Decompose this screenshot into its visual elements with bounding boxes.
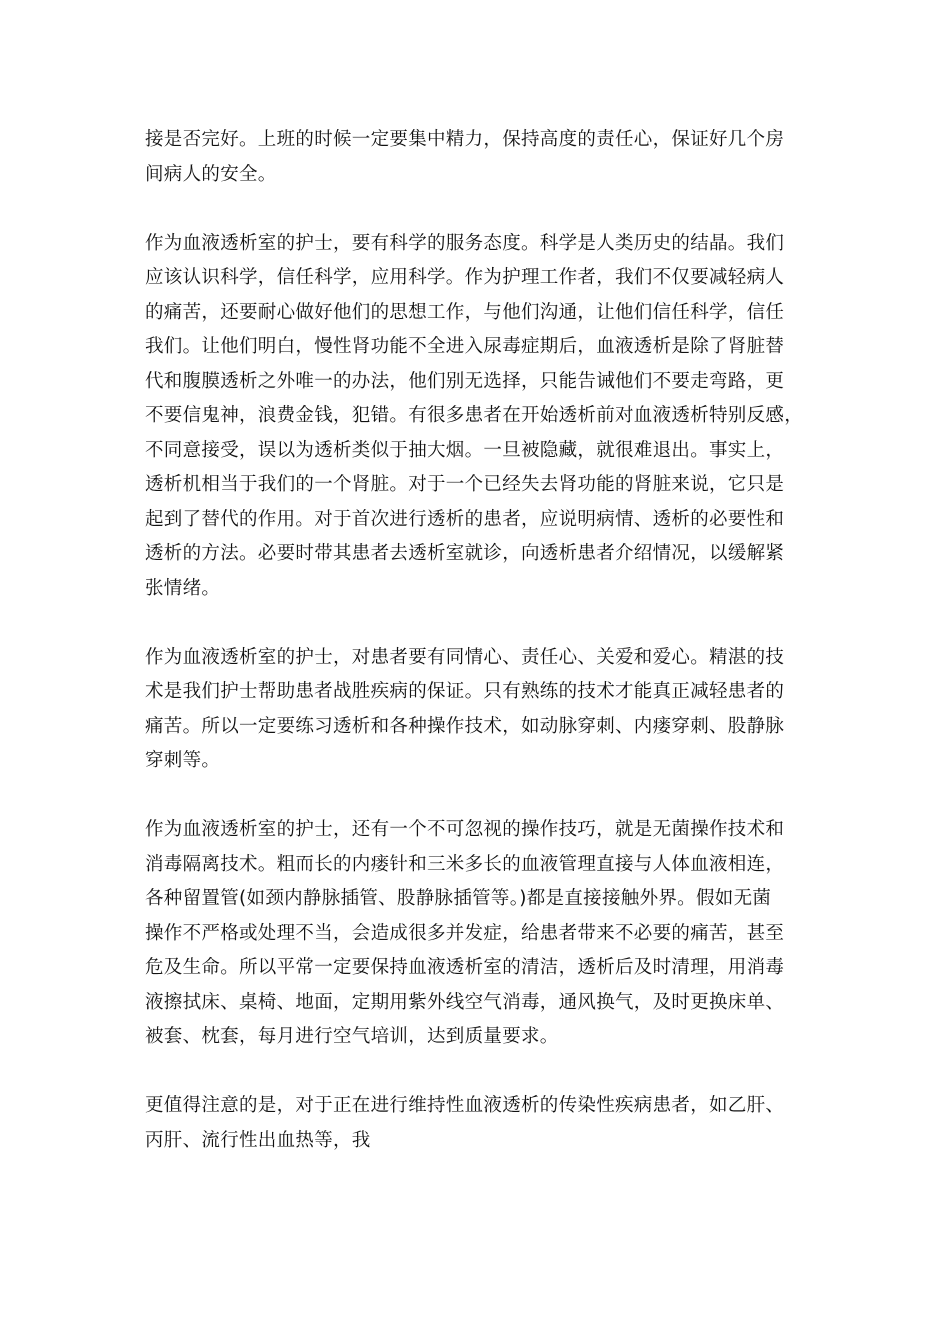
text-line: 丙肝、流行性出血热等，我 xyxy=(145,1129,371,1151)
text-line: 不同意接受，误以为透析类似于抽大烟。一旦被隐藏，就很难退出。事实上， xyxy=(145,439,785,461)
text-line: 消毒隔离技术。粗而长的内瘘针和三米多长的血液管理直接与人体血液相连， xyxy=(145,853,785,875)
text-line: 痛苦。所以一定要练习透析和各种操作技术，如动脉穿刺、内瘘穿刺、股静脉 xyxy=(145,715,785,737)
text-line: 起到了替代的作用。对于首次进行透析的患者，应说明病情、透析的必要性和 xyxy=(145,508,785,530)
text-line: 的痛苦，还要耐心做好他们的思想工作，与他们沟通，让他们信任科学，信任 xyxy=(145,301,785,323)
text-line: 透析的方法。必要时带其患者去透析室就诊，向透析患者介绍情况，以缓解紧 xyxy=(145,543,785,564)
text-line: 更值得注意的是，对于正在进行维持性血液透析的传染性疾病患者，如乙肝、 xyxy=(145,1095,785,1116)
paragraph xyxy=(145,641,813,779)
text-line: 各种留置管(如颈内静脉插管、股静脉插管等。)都是直接接触外界。假如无菌 xyxy=(145,888,772,909)
text-line: 术是我们护士帮助患者战胜疾病的保证。只有熟练的技术才能真正减轻患者的 xyxy=(145,681,785,702)
text-line: 我们。让他们明白，慢性肾功能不全进入尿毒症期后，血液透析是除了肾脏替 xyxy=(145,336,785,357)
paragraph xyxy=(145,227,813,607)
text-line: 不要信鬼神，浪费金钱，犯错。有很多患者在开始透析前对血液透析特别反感， xyxy=(145,405,804,426)
document-body xyxy=(145,123,813,1193)
text-line: 操作不严格或处理不当，会造成很多并发症，给患者带来不必要的痛苦，甚至 xyxy=(145,922,785,944)
text-line: 液擦拭床、桌椅、地面，定期用紫外线空气消毒，通风换气，及时更换床单、 xyxy=(145,991,785,1013)
text-line: 代和腹膜透析之外唯一的办法，他们别无选择，只能告诫他们不要走弯路，更 xyxy=(145,370,785,392)
text-line: 间病人的安全。 xyxy=(145,163,277,185)
text-line: 透析机相当于我们的一个肾脏。对于一个已经失去肾功能的肾脏来说，它只是 xyxy=(145,474,785,495)
paragraph xyxy=(145,1089,813,1158)
text-line: 应该认识科学，信任科学，应用科学。作为护理工作者，我们不仅要减轻病人 xyxy=(145,267,785,288)
text-line: 穿刺等。 xyxy=(145,750,221,771)
text-line: 被套、枕套，每月进行空气培训，达到质量要求。 xyxy=(145,1026,559,1047)
text-line: 危及生命。所以平常一定要保持血液透析室的清洁，透析后及时清理，用消毒 xyxy=(145,957,785,978)
paragraph xyxy=(145,813,813,1055)
paragraph xyxy=(145,123,813,192)
text-line: 张情绪。 xyxy=(145,577,221,599)
text-line: 接是否完好。上班的时候一定要集中精力，保持高度的责任心，保证好几个房 xyxy=(145,129,785,150)
text-line: 作为血液透析室的护士，还有一个不可忽视的操作技巧，就是无菌操作技术和 xyxy=(145,819,785,840)
text-line: 作为血液透析室的护士，要有科学的服务态度。科学是人类历史的结晶。我们 xyxy=(145,232,785,254)
text-line: 作为血液透析室的护士，对患者要有同情心、责任心、关爱和爱心。精湛的技 xyxy=(145,646,785,668)
